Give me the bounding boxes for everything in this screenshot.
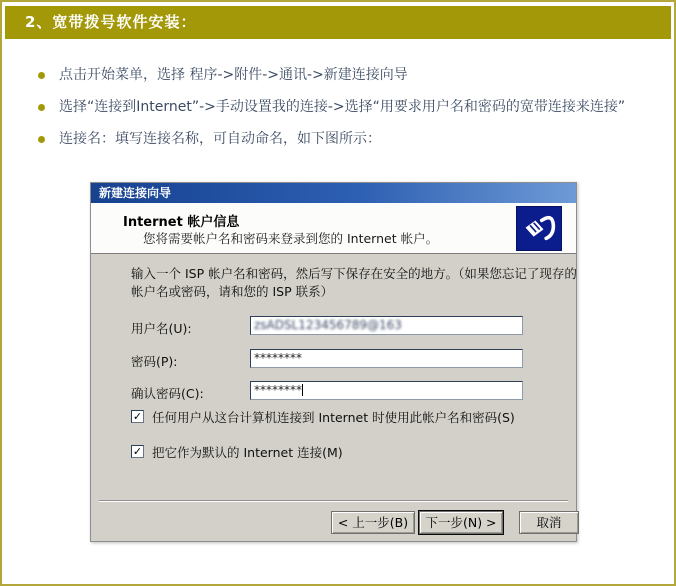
bullet-icon xyxy=(38,104,45,111)
default-connection-checkbox-row xyxy=(131,445,343,460)
button-separator xyxy=(99,500,568,502)
new-connection-wizard-dialog xyxy=(90,182,577,542)
bullet-icon xyxy=(38,72,45,79)
check-icon: ✓ xyxy=(132,445,143,458)
confirm-password-label: 确认密码(C): xyxy=(131,386,204,401)
network-connector-icon xyxy=(516,206,562,251)
bullet-icon xyxy=(38,136,45,143)
wizard-header xyxy=(91,203,576,254)
bullet-text: 点击开始菜单，选择 程序->附件->通讯->新建连接向导 xyxy=(59,67,408,83)
share-account-label: 任何用户从这台计算机连接到 Internet 时使用此帐户名和密码(S) xyxy=(152,410,515,425)
dialog-titlebar[interactable] xyxy=(91,183,576,203)
list-item xyxy=(38,130,666,149)
wizard-instructions: 输入一个 ISP 帐户名和密码，然后写下保存在安全的地方。（如果您忘记了现存的帐户名或密码，请和您的 ISP 联系） xyxy=(131,266,577,299)
share-account-checkbox[interactable] xyxy=(131,410,144,423)
wizard-step-title: Internet 帐户信息 xyxy=(123,215,240,230)
default-connection-checkbox[interactable] xyxy=(131,445,144,458)
cancel-button[interactable]: 取消 xyxy=(519,511,579,534)
username-input[interactable] xyxy=(250,316,523,335)
instruction-list xyxy=(38,66,666,162)
wizard-step-subtitle: 您将需要帐户名和密码来登录到您的 Internet 帐户。 xyxy=(143,231,439,246)
list-item xyxy=(38,66,666,85)
bullet-text: 选择“连接到Internet”->手动设置我的连接->选择“用要求用户名和密码的宽带连接来连接” xyxy=(59,99,626,115)
section-header xyxy=(5,6,671,39)
share-account-checkbox-row xyxy=(131,410,515,425)
username-label: 用户名(U): xyxy=(131,321,192,336)
dialog-title: 新建连接向导 xyxy=(99,186,172,200)
password-label: 密码(P): xyxy=(131,354,178,369)
section-title: 2、宽带拨号软件安装： xyxy=(25,13,197,31)
password-value: ******** xyxy=(254,351,302,365)
check-icon: ✓ xyxy=(132,410,143,423)
username-value: zsADSL123456789@163 xyxy=(254,318,402,332)
next-button[interactable]: 下一步(N) > xyxy=(419,511,503,534)
list-item xyxy=(38,98,666,117)
default-connection-label: 把它作为默认的 Internet 连接(M) xyxy=(152,445,343,460)
bullet-text: 连接名：填写连接名称，可自动命名，如下图所示： xyxy=(59,131,381,147)
text-caret xyxy=(302,384,303,396)
password-input[interactable] xyxy=(250,349,523,368)
confirm-password-input[interactable] xyxy=(250,381,523,400)
confirm-password-value: ******** xyxy=(254,383,302,397)
back-button[interactable]: < 上一步(B) xyxy=(331,511,415,534)
